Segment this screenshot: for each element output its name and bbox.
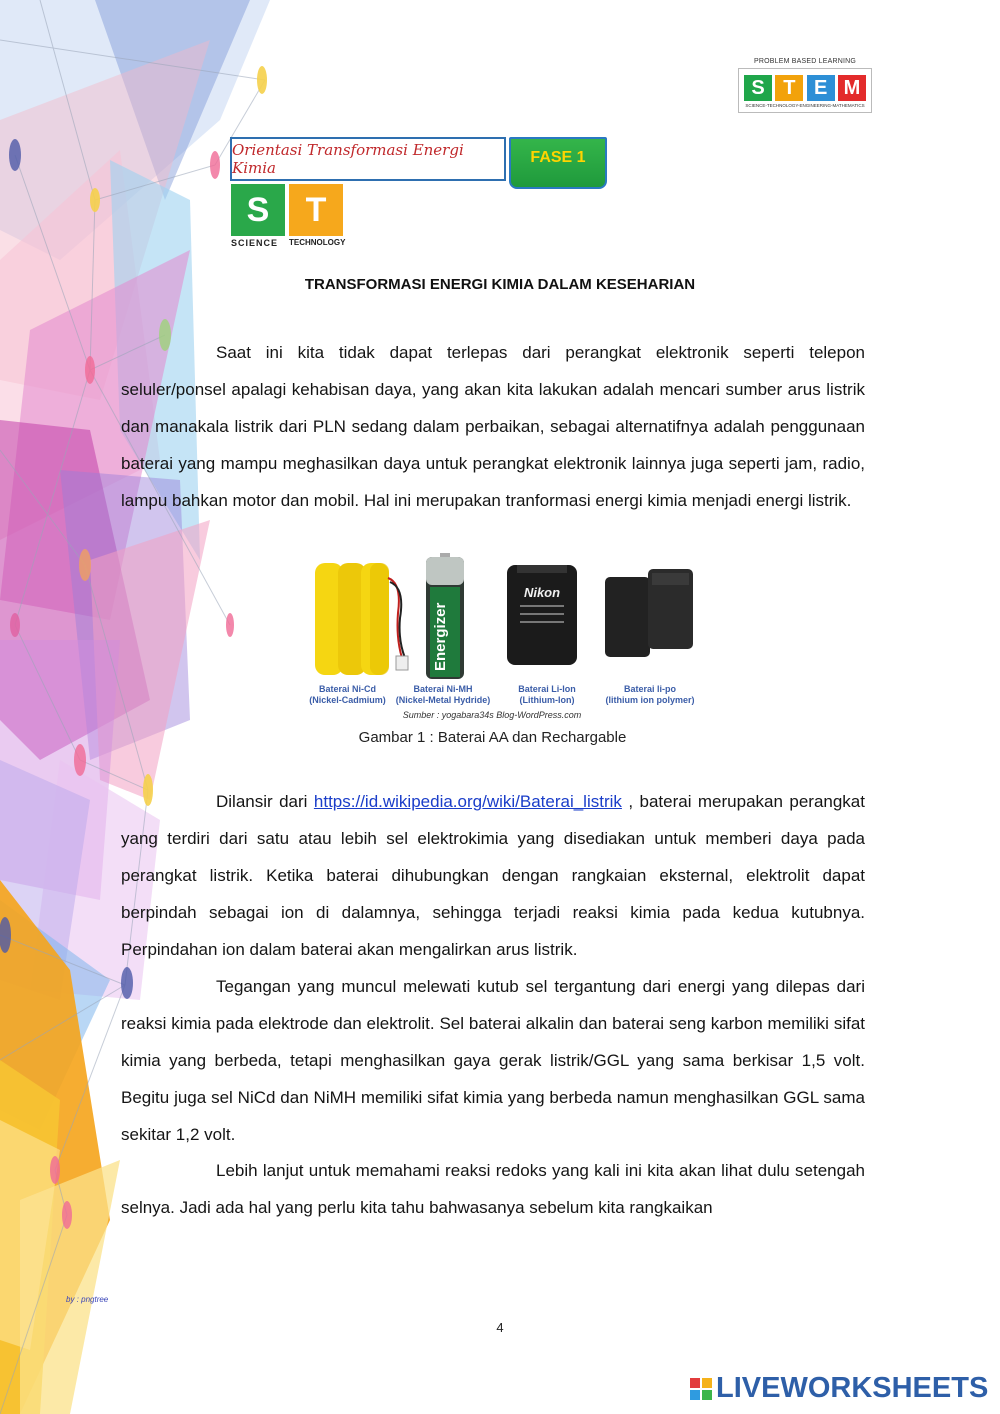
paragraph-4: Lebih lanjut untuk memahami reaksi redoks yang kali ini kita akan lihat dulu setengah selnya. Jadi ada hal yang perlu kita tahu bahwasanya sebelum kita rangkaikan [121,1161,865,1217]
subject-badges [231,184,346,248]
phase-label: FASE 1 [530,149,586,166]
liion-label-line2: (Lithium-Ion) [519,695,575,705]
lipo-label-line1: Baterai li-po [623,684,676,694]
paragraph-3: Tegangan yang muncul melewati kutub sel tergantung dari energi yang dilepas dari reaksi kimia pada elektrode dan elektrolit. Sel baterai alkalin dan baterai seng karbon memiliki sifat kimia yang berbeda, tetapi menghasilkan gaya gerak listrik/GGL yang sama berkisar 1,5 volt. Begitu juga sel NiCd dan NiMH memiliki sifat kimia yang berbeda namun menghasilkan GGL sama sekitar 1,2 volt. [121,977,865,1144]
lipo-label-line2: (lithium ion polymer) [605,695,695,705]
liveworksheets-logo[interactable] [690,1372,988,1405]
technology-badge-caption: TECHNOLOGY [289,238,346,247]
nikon-text: Nikon [523,585,561,600]
nicd-battery-image [310,558,410,683]
figure-caption: Gambar 1 : Baterai AA dan Rechargable [358,729,627,746]
stem-letter-e: E [807,75,835,101]
technology-badge-letter: T [289,184,343,236]
image-credit: by : pngtree [66,1295,109,1304]
liion-battery-image [505,563,580,668]
stem-letter-s: S [744,75,772,101]
energizer-text: Energizer [432,602,449,671]
nicd-label [300,684,395,706]
nimh-battery-image [420,553,470,683]
liion-label [502,684,592,706]
orientation-title-box [230,137,506,181]
figure-source: Sumber : yogabara34s Blog-WordPress.com [402,710,582,720]
nicd-label-line1: Baterai Ni-Cd [318,684,376,694]
nicd-label-line2: (Nickel-Cadmium) [309,695,386,705]
stem-logo [738,58,872,126]
lipo-battery-image [600,565,705,670]
page-number: 4 [496,1320,504,1335]
science-badge [231,184,285,248]
paragraph-2-suffix: , baterai merupakan perangkat yang terdiri dari satu atau lebih sel elektrokimia yang disediakan untuk memberi daya pada perangkat listrik. Ketika baterai dihubungkan dengan rangkaian eksternal, elektrolit dapat berpindah sebagai ion di dalamnya, sehingga terjadi reaksi kimia pada kedua kutubnya. Perpindahan ion dalam baterai akan mengalirkan arus listrik. [121,792,865,959]
stem-tagline: PROBLEM BASED LEARNING [753,58,857,65]
nimh-label-line1: Baterai Ni-MH [413,684,473,694]
science-badge-letter: S [231,184,285,236]
nimh-label-line2: (Nickel-Metal Hydride) [395,695,491,705]
phase-badge [509,137,607,189]
stem-letter-t: T [775,75,803,101]
battery-figure [300,553,710,723]
paragraph-1: Saat ini kita tidak dapat terlepas dari perangkat elektronik seperti telepon seluler/ponsel apalagi kehabisan daya, yang akan kita lakukan adalah mencari sumber arus listrik dan manakala listrik dari PLN sedang dalam perbaikan, sebagai alternatifnya adalah penggunaan baterai yang mampu meghasilkan daya untuk perangkat elektronik lainnya juga seperti jam, radio, lampu bahkan motor dan mobil. Hal ini merupakan tranformasi energi kimia menjadi energi listrik. [121,343,865,510]
science-badge-caption: SCIENCE [231,238,279,248]
lipo-label [600,684,700,706]
orientation-title: Orientasi Transformasi Energi Kimia [232,141,464,177]
technology-badge [289,184,346,248]
liion-label-line1: Baterai Li-Ion [518,684,576,694]
nimh-label [392,684,494,706]
wikipedia-link[interactable]: https://id.wikipedia.org/wiki/Baterai_listrik [313,792,622,811]
liveworksheets-grid-icon [690,1378,712,1400]
paragraph-2 [121,783,865,968]
stem-subtitle: SCIENCE-TECHNOLOGY-ENGINEERING-MATHEMATICS [745,103,865,108]
paragraph-2-prefix: Dilansir dari [216,792,314,811]
stem-letter-m: M [838,75,866,101]
liveworksheets-brand: LIVEWORKSHEETS [716,1372,989,1404]
document-title: TRANSFORMASI ENERGI KIMIA DALAM KESEHARIAN [304,276,696,293]
